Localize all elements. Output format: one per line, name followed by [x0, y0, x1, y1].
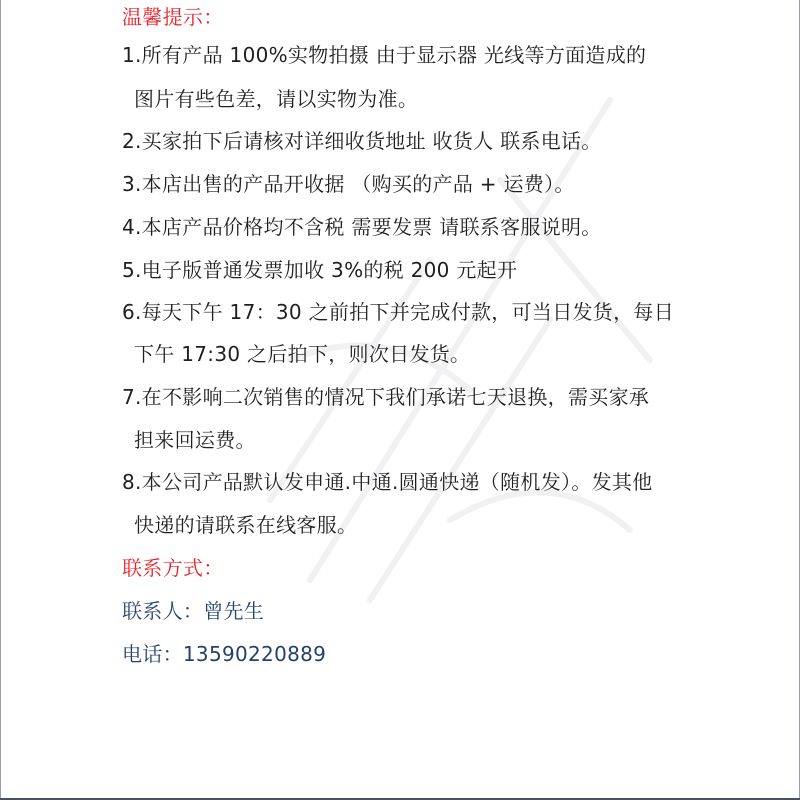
- notice-item-8-line-1: 8.本公司产品默认发申通.中通.圆通快递（随机发）。发其他: [122, 470, 653, 494]
- notice-item-2: 2.买家拍下后请核对详细收货地址 收货人 联系电话。: [122, 129, 602, 153]
- notice-item-8-line-2: 快递的请联系在线客服。: [134, 513, 358, 537]
- contact-person: 联系人：曾先生: [122, 599, 265, 623]
- notice-item-1-line-2: 图片有些色差，请以实物为准。: [134, 87, 419, 111]
- notice-item-6-line-2: 下午 17:30 之后拍下，则次日发货。: [134, 342, 471, 366]
- contact-heading: 联系方式：: [122, 556, 224, 580]
- notice-item-7-line-1: 7.在不影响二次销售的情况下我们承诺七天退换，需买家承: [122, 385, 650, 409]
- contact-phone: 电话：13590220889: [122, 642, 327, 666]
- notice-item-1-line-1: 1.所有产品 100%实物拍摄 由于显示器 光线等方面造成的: [122, 43, 647, 67]
- notice-item-5: 5.电子版普通发票加收 3%的税 200 元起开: [122, 258, 518, 282]
- notice-item-7-line-2: 担来回运费。: [134, 428, 256, 452]
- notice-item-3: 3.本店出售的产品开收据 （购买的产品 + 运费）。: [122, 172, 575, 196]
- notice-heading: 温馨提示：: [122, 5, 224, 29]
- notice-item-4: 4.本店产品价格均不含税 需要发票 请联系客服说明。: [122, 215, 602, 239]
- notice-item-6-line-1: 6.每天下午 17：30 之前拍下并完成付款，可当日发货，每日: [122, 300, 674, 324]
- page-left-border: [0, 0, 1, 800]
